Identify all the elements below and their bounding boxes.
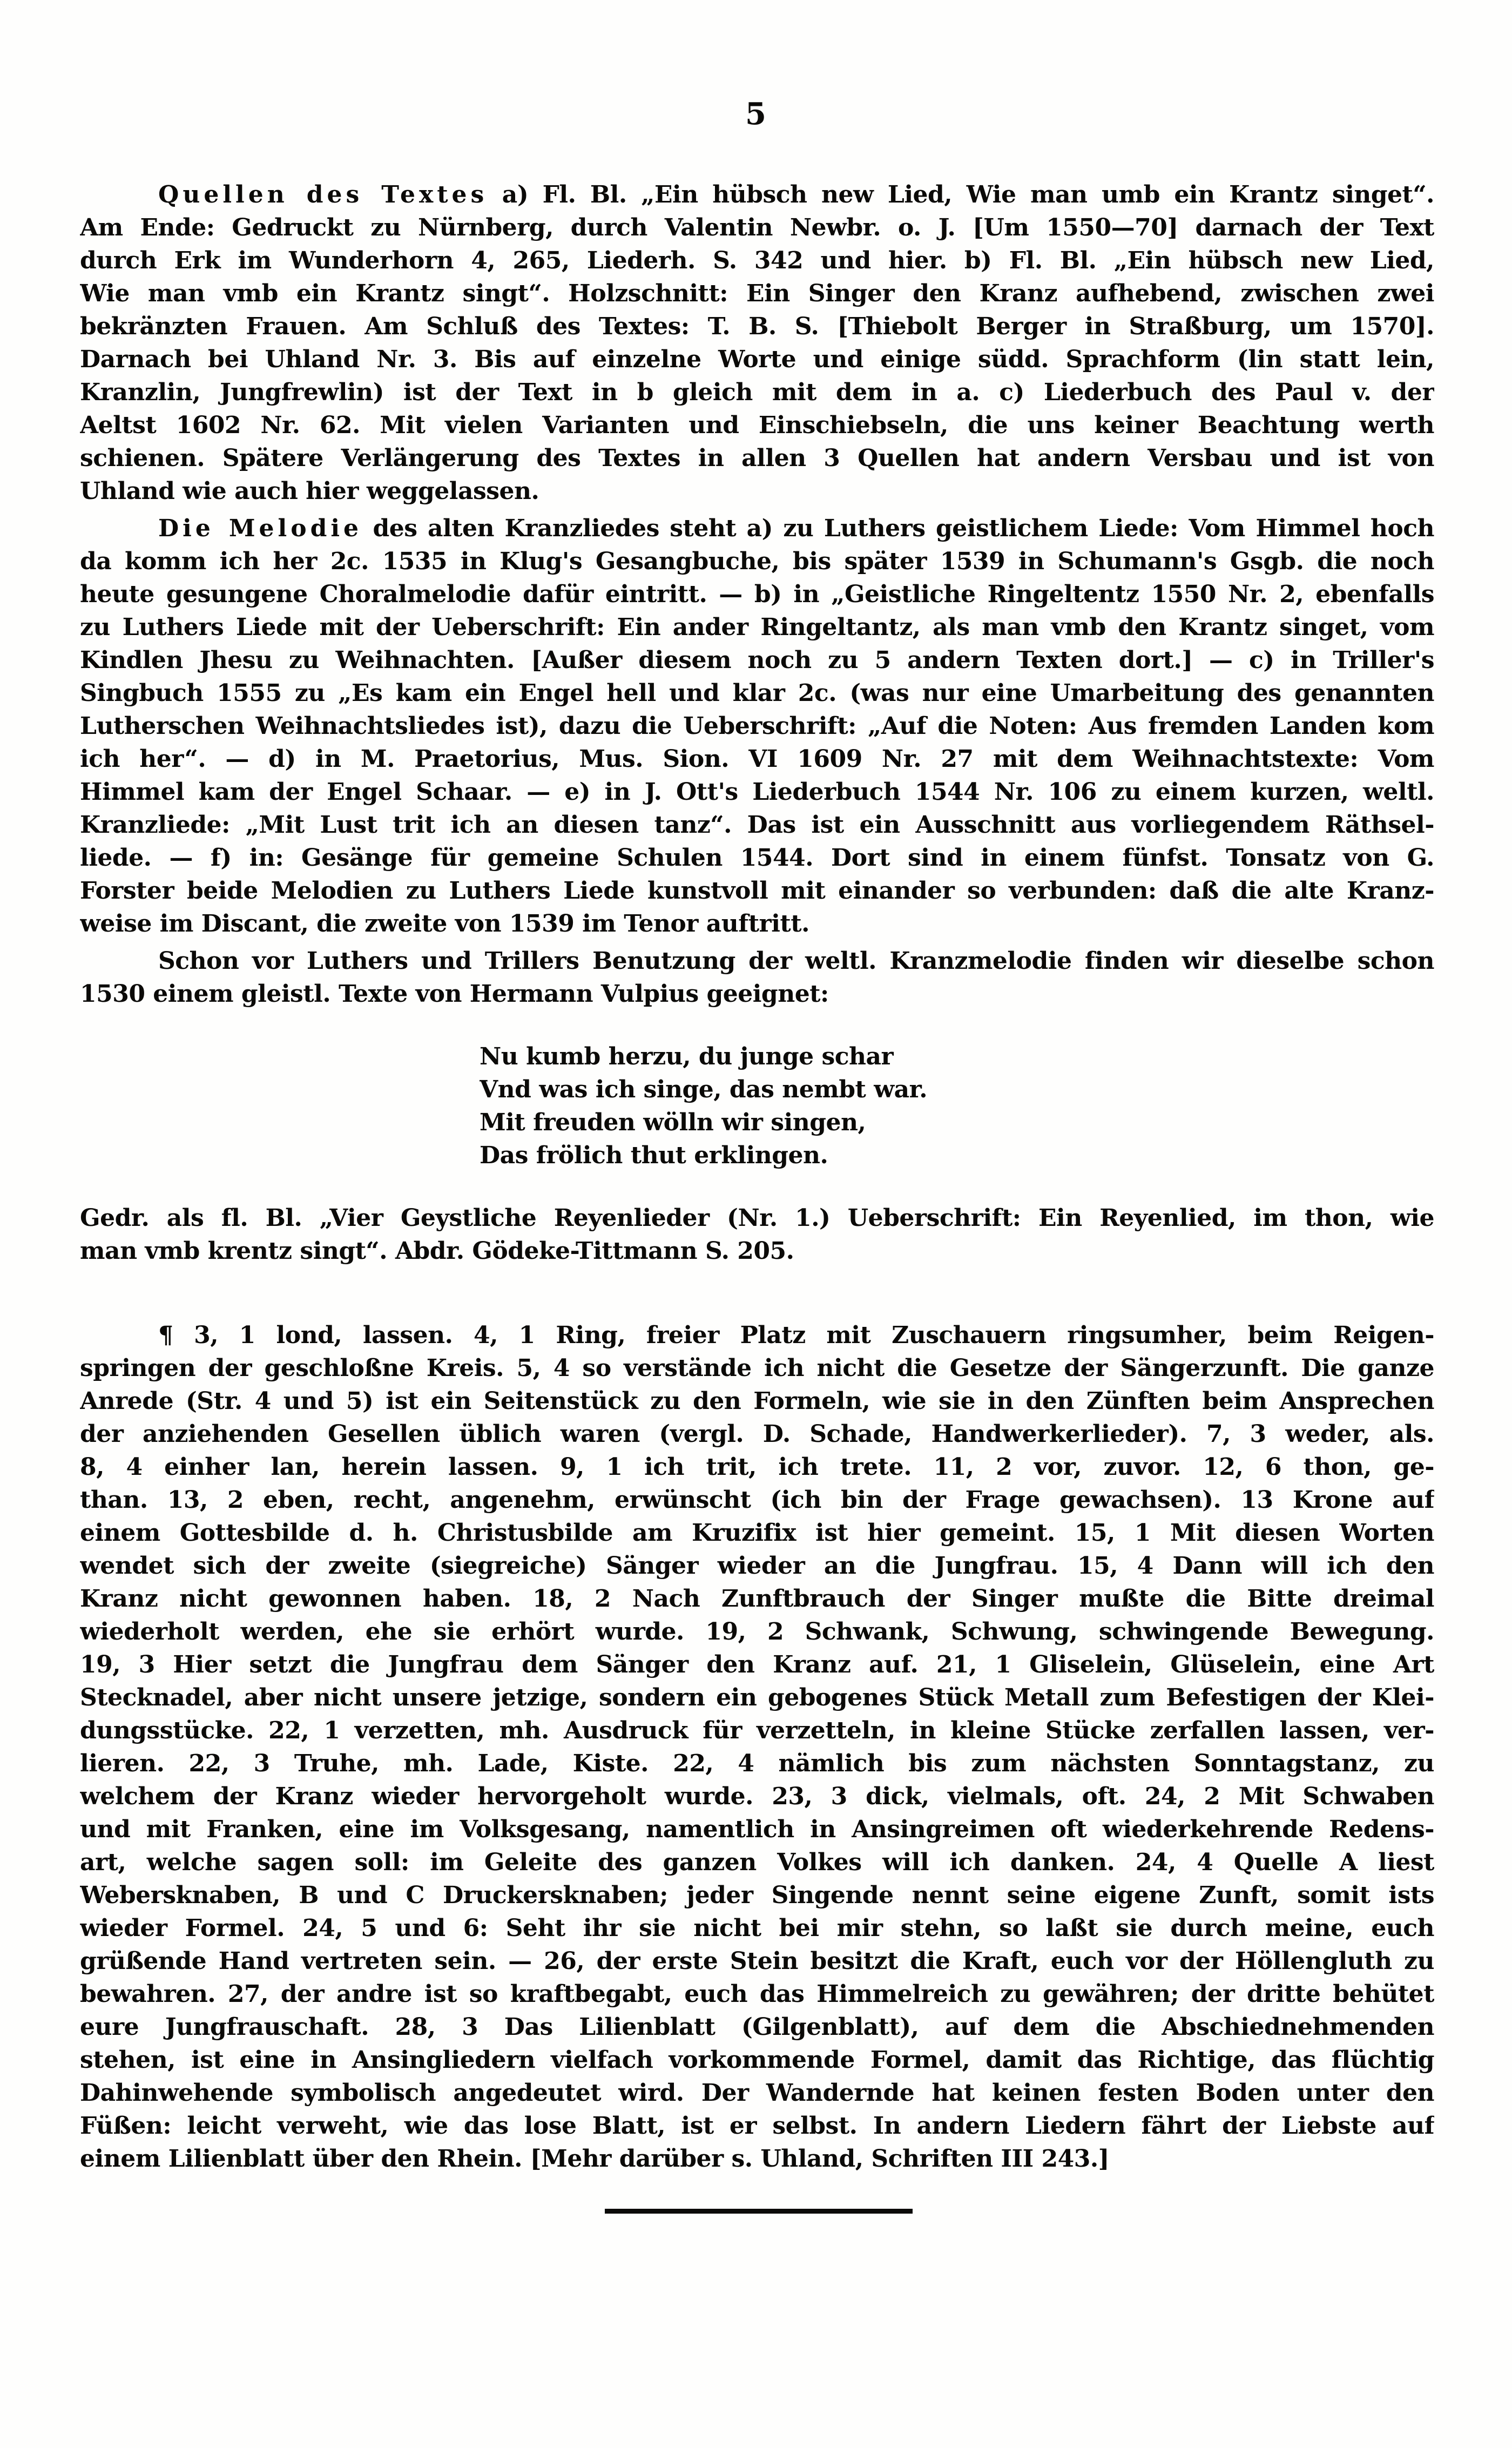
- paragraph: [80, 1319, 1434, 2175]
- spaced-lead-text: Quellen des Textes: [158, 181, 488, 208]
- text-line: wiederholt werden, ehe sie erhört wurde. 19, 2 Schwank, Schwung, schwingende Bewegung.: [80, 1618, 1434, 1646]
- verse-block: [480, 1040, 1434, 1172]
- text-line: heute gesungene Choralmelodie dafür eintritt. — b) in „Geistliche Ringeltentz 1550 Nr. 2, ebenfalls: [80, 581, 1434, 608]
- text-line: art, welche sagen soll: im Geleite des ganzen Volkes will ich danken. 24, 4 Quelle A liest: [80, 1849, 1434, 1876]
- text-line: Anrede (Str. 4 und 5) ist ein Seitenstück zu den Formeln, wie sie in den Zünften beim Ansprechen: [80, 1387, 1434, 1415]
- text-line: Wie man vmb ein Krantz singt“. Holzschnitt: Ein Singer den Kranz aufhebend, zwischen zwei: [80, 280, 1434, 307]
- section-divider-rule: [605, 2209, 913, 2214]
- paragraph: [80, 512, 1434, 940]
- text-line: der anziehenden Gesellen üblich waren (vergl. D. Schade, Handwerkerlieder). 7, 3 weder, als.: [80, 1420, 1434, 1448]
- text-line: Kranz nicht gewonnen haben. 18, 2 Nach Zunftbrauch der Singer mußte die Bitte dreimal: [80, 1585, 1434, 1613]
- text-line: liede. — f) in: Gesänge für gemeine Schulen 1544. Dort sind in einem fünfst. Tonsatz von G.: [80, 844, 1434, 872]
- text-line: wendet sich der zweite (siegreiche) Sänger wieder an die Jungfrau. 15, 4 Dann will ich den: [80, 1552, 1434, 1580]
- verse-line: Nu kumb herzu, du junge schar: [480, 1043, 894, 1070]
- paragraph: [80, 1202, 1434, 1267]
- text-line: Aeltst 1602 Nr. 62. Mit vielen Varianten und Einschiebseln, die uns keiner Beachtung werth: [80, 412, 1434, 439]
- text-line: Füßen: leicht verweht, wie das lose Blatt, ist er selbst. In andern Liedern fährt der Liebste auf: [80, 2112, 1434, 2140]
- text-line: und mit Franken, eine im Volksgesang, namentlich in Ansingreimen oft wiederkehrende Redens-: [80, 1816, 1434, 1843]
- text-line: zu Luthers Liede mit der Ueberschrift: Ein ander Ringeltantz, als man vmb den Krantz singet, vom: [80, 613, 1434, 641]
- text-line: bekränzten Frauen. Am Schluß des Textes: T. B. S. [Thiebolt Berger in Straßburg, um 1570].: [80, 313, 1434, 340]
- text-line: durch Erk im Wunderhorn 4, 265, Liederh. S. 342 und hier. b) Fl. Bl. „Ein hübsch new Lied,: [80, 247, 1434, 274]
- text-line: Singbuch 1555 zu „Es kam ein Engel hell und klar 2c. (was nur eine Umarbeitung des genannten: [80, 679, 1434, 707]
- text-line: Stecknadel, aber nicht unsere jetzige, sondern ein gebogenes Stück Metall zum Befestigen der Klei-: [80, 1684, 1434, 1711]
- paragraph: [80, 945, 1434, 1010]
- text-line: Kranzliede: „Mit Lust trit ich an diesen tanz“. Das ist ein Ausschnitt aus vorliegendem Räthsel-: [80, 811, 1434, 839]
- text-line: weise im Discant, die zweite von 1539 im Tenor auftritt.: [80, 910, 809, 938]
- text-line: man vmb krentz singt“. Abdr. Gödeke-Tittmann S. 205.: [80, 1237, 794, 1265]
- text-line: Forster beide Melodien zu Luthers Liede kunstvoll mit einander so verbunden: daß die alte Kranz-: [80, 877, 1434, 905]
- text-line: 19, 3 Hier setzt die Jungfrau dem Sänger den Kranz auf. 21, 1 Gliselein, Glüselein, eine Art: [80, 1651, 1434, 1678]
- text-line: lieren. 22, 3 Truhe, mh. Lade, Kiste. 22, 4 nämlich bis zum nächsten Sonntagstanz, zu: [80, 1750, 1434, 1777]
- text-line: stehen, ist eine in Ansingliedern vielfach vorkommende Formel, damit das Richtige, das flüchtig: [80, 2046, 1434, 2074]
- text-line: dungsstücke. 22, 1 verzetten, mh. Ausdruck für verzetteln, in kleine Stücke zerfallen lassen, ver-: [80, 1717, 1434, 1744]
- text-line: einem Lilienblatt über den Rhein. [Mehr darüber s. Uhland, Schriften III 243.]: [80, 2145, 1109, 2173]
- text-line: Quellen des Textes a) Fl. Bl. „Ein hübsch new Lied, Wie man umb ein Krantz singet“.: [158, 181, 1434, 208]
- verse-line: Mit freuden wölln wir singen,: [480, 1109, 866, 1136]
- text-line: 1530 einem gleistl. Texte von Hermann Vulpius geeignet:: [80, 980, 829, 1008]
- text-line: wieder Formel. 24, 5 und 6: Seht ihr sie nicht bei mir stehn, so laßt sie durch meine, euch: [80, 1914, 1434, 1942]
- text-line: than. 13, 2 eben, recht, angenehm, erwünscht (ich bin der Frage gewachsen). 13 Krone auf: [80, 1486, 1434, 1514]
- text-line: Kindlen Jhesu zu Weihnachten. [Außer diesem noch zu 5 andern Texten dort.] — c) in Triller's: [80, 646, 1434, 674]
- text-line: Webersknaben, B und C Druckersknaben; jeder Singende nennt seine eigene Zunft, somit ists: [80, 1881, 1434, 1909]
- text-line: einem Gottesbilde d. h. Christusbilde am Kruzifix ist hier gemeint. 15, 1 Mit diesen Worten: [80, 1519, 1434, 1547]
- text-line: 8, 4 einher lan, herein lassen. 9, 1 ich trit, ich trete. 11, 2 vor, zuvor. 12, 6 thon, ge-: [80, 1453, 1434, 1481]
- text-line: ¶ 3, 1 lond, lassen. 4, 1 Ring, freier Platz mit Zuschauern ringsumher, beim Reigen-: [158, 1321, 1434, 1349]
- text-line: springen der geschloßne Kreis. 5, 4 so verstände ich nicht die Gesetze der Sängerzunft. Die ganze: [80, 1354, 1434, 1382]
- text-line: Himmel kam der Engel Schaar. — e) in J. Ott's Liederbuch 1544 Nr. 106 zu einem kurzen, weltl.: [80, 778, 1434, 806]
- text-line: Gedr. als fl. Bl. „Vier Geystliche Reyenlieder (Nr. 1.) Ueberschrift: Ein Reyenlied, im thon, wie: [80, 1204, 1434, 1232]
- text-line: welchem der Kranz wieder hervorgeholt wurde. 23, 3 dick, vielmals, oft. 24, 2 Mit Schwaben: [80, 1783, 1434, 1810]
- text-line: Uhland wie auch hier weggelassen.: [80, 477, 539, 505]
- text-line: eure Jungfrauschaft. 28, 3 Das Lilienblatt (Gilgenblatt), auf dem die Abschiednehmenden: [80, 2013, 1434, 2041]
- text-line: Dahinwehende symbolisch angedeutet wird. Der Wandernde hat keinen festen Boden unter den: [80, 2079, 1434, 2107]
- text-line: bewahren. 27, der andre ist so kraftbegabt, euch das Himmelreich zu gewähren; der dritte behütet: [80, 1980, 1434, 2008]
- text-line: ich her“. — d) in M. Praetorius, Mus. Sion. VI 1609 Nr. 27 mit dem Weihnachtstexte: Vom: [80, 745, 1434, 773]
- text-block: [80, 178, 1434, 2175]
- verse-line: Vnd was ich singe, das nembt war.: [480, 1076, 928, 1103]
- text-line: Darnach bei Uhland Nr. 3. Bis auf einzelne Worte und einige südd. Sprachform (lin statt lein,: [80, 346, 1434, 373]
- text-line: Schon vor Luthers und Trillers Benutzung der weltl. Kranzmelodie finden wir dieselbe schon: [158, 947, 1434, 975]
- text-line: Die Melodie des alten Kranzliedes steht a) zu Luthers geistlichem Liede: Vom Himmel hoch: [158, 515, 1434, 542]
- text-line: schienen. Spätere Verlängerung des Textes in allen 3 Quellen hat andern Versbau und ist von: [80, 444, 1434, 472]
- spaced-lead-text: Die Melodie: [158, 515, 363, 542]
- paragraph: [80, 178, 1434, 508]
- text-line: Kranzlin, Jungfrewlin) ist der Text in b gleich mit dem in a. c) Liederbuch des Paul v. der: [80, 379, 1434, 406]
- verse-line: Das frölich thut erklingen.: [480, 1142, 828, 1169]
- text-line: grüßende Hand vertreten sein. — 26, der erste Stein besitzt die Kraft, euch vor der Höllengluth zu: [80, 1947, 1434, 1975]
- page-number: 5: [745, 96, 767, 132]
- text-line: Lutherschen Weihnachtsliedes ist), dazu die Ueberschrift: „Auf die Noten: Aus fremden Landen kom: [80, 712, 1434, 740]
- text-line: Am Ende: Gedruckt zu Nürnberg, durch Valentin Newbr. o. J. [Um 1550—70] darnach der Text: [80, 214, 1434, 241]
- text-line: da komm ich her 2c. 1535 in Klug's Gesangbuche, bis später 1539 in Schumann's Gsgb. die noch: [80, 548, 1434, 575]
